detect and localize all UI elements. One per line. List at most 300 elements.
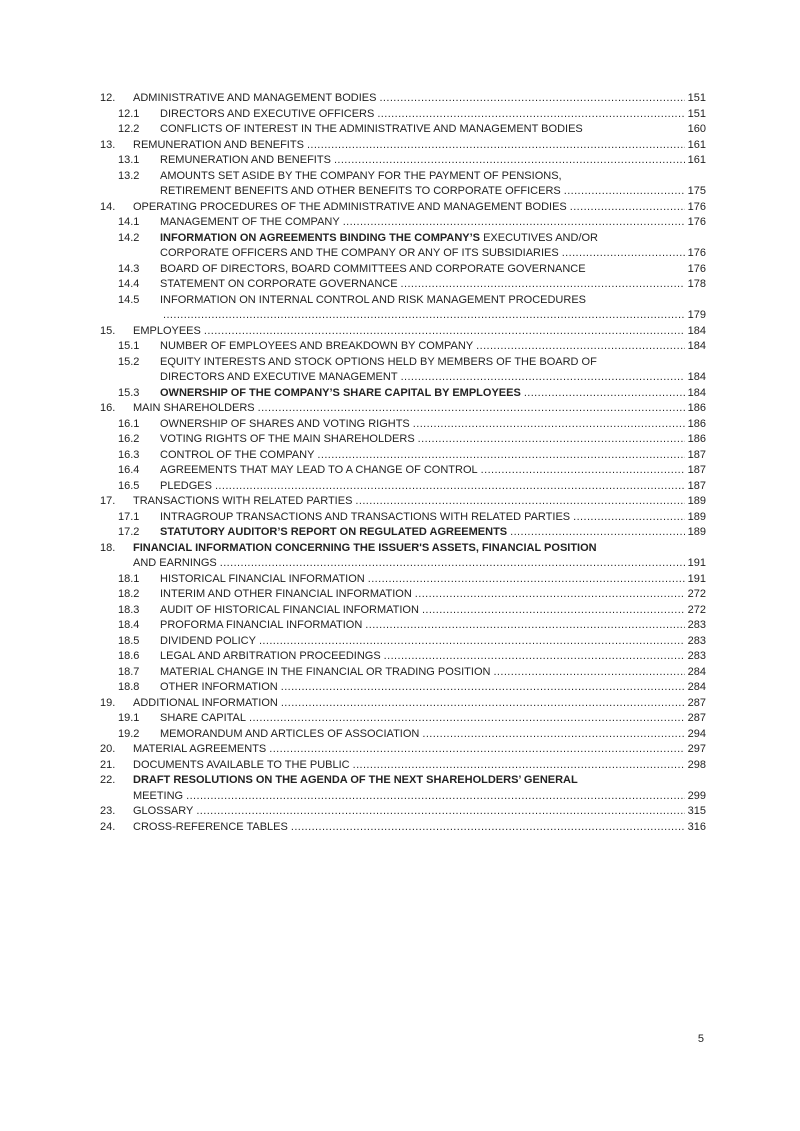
toc-entry-line <box>160 107 706 123</box>
dot-leader <box>368 572 685 588</box>
toc-entry-line <box>160 649 706 665</box>
dot-leader <box>562 246 685 262</box>
toc-entry-number: 18.2 <box>118 588 140 600</box>
toc-entry-line <box>133 758 706 774</box>
dot-leader <box>343 215 685 231</box>
toc-entry-line <box>160 479 706 495</box>
dot-leader <box>291 820 685 836</box>
toc-entry-number: 16.5 <box>118 479 140 492</box>
toc-entry-body <box>160 479 706 495</box>
toc-entry-line <box>160 386 706 402</box>
toc-entry[interactable] <box>100 463 706 479</box>
toc-entry-line <box>160 339 706 355</box>
dot-leader <box>307 138 685 154</box>
toc-entry-number: 16.3 <box>118 448 140 461</box>
toc-entry-title: OWNERSHIP OF SHARES AND VOTING RIGHTS <box>160 417 410 430</box>
toc-entry-title: INFORMATION ON AGREEMENTS BINDING THE COMPANY’S <box>160 231 481 244</box>
toc-entry[interactable] <box>100 138 706 154</box>
toc-entry-line <box>133 742 706 758</box>
toc-entry-line <box>133 820 706 836</box>
toc-entry-number: 18.3 <box>118 603 140 616</box>
toc-entry-title: BOARD OF DIRECTORS, BOARD COMMITTEES AND CORPORATE GOVERNANCE <box>160 262 586 275</box>
toc-entry-page: 184 <box>687 324 706 337</box>
dot-leader <box>493 665 684 681</box>
toc-entry-body <box>160 153 706 169</box>
toc-entry[interactable] <box>100 618 706 634</box>
toc-entry[interactable] <box>100 215 706 231</box>
toc-entry-body <box>160 448 706 464</box>
toc-entry-page: 176 <box>687 216 706 228</box>
toc-entry[interactable] <box>100 339 706 355</box>
toc-entry-body <box>133 758 706 774</box>
toc-entry-body <box>160 339 706 355</box>
toc-entry-title: HISTORICAL FINANCIAL INFORMATION <box>160 572 365 585</box>
toc-entry[interactable] <box>100 773 706 804</box>
toc-entry-page: 189 <box>687 510 706 523</box>
toc-entry-body <box>160 618 706 634</box>
toc-entry-line <box>160 618 706 634</box>
toc-entry-number: 19. <box>100 696 116 709</box>
toc-entry-line <box>160 153 706 169</box>
dot-leader <box>573 510 685 526</box>
toc-entry-title: OWNERSHIP OF THE COMPANY’S SHARE CAPITAL BY EMPLOYEES <box>160 386 521 399</box>
dot-leader <box>524 386 685 402</box>
toc-entry-body <box>133 804 706 820</box>
toc-entry-line <box>160 184 706 200</box>
toc-entry[interactable] <box>100 634 706 650</box>
toc-entry-title: GLOSSARY <box>133 805 194 817</box>
toc-entry-page: 284 <box>687 681 706 693</box>
toc-entry[interactable] <box>100 510 706 526</box>
toc-entry-number: 18.8 <box>118 681 140 693</box>
toc-entry-page: 283 <box>687 634 706 647</box>
toc-entry[interactable] <box>100 107 706 123</box>
toc-entry-page: 176 <box>687 247 706 259</box>
toc-entry-line <box>133 200 706 216</box>
toc-entry[interactable] <box>100 91 706 107</box>
toc-entry-title: CONFLICTS OF INTEREST IN THE ADMINISTRATIVE AND MANAGEMENT BODIES <box>160 123 583 135</box>
toc-entry-line <box>133 541 706 557</box>
toc-entry-title: MEMORANDUM AND ARTICLES OF ASSOCIATION <box>160 727 420 740</box>
toc-entry-page: 176 <box>687 262 706 275</box>
toc-entry-title: DIRECTORS AND EXECUTIVE OFFICERS <box>160 107 375 120</box>
toc-entry-number: 18.1 <box>118 572 140 585</box>
toc-entry[interactable] <box>100 742 706 758</box>
toc-entry-title: DIVIDEND POLICY <box>160 634 256 647</box>
toc-entry[interactable] <box>100 494 706 510</box>
toc-entry-number: 18. <box>100 541 116 554</box>
toc-entry-number: 18.6 <box>118 650 140 662</box>
toc-entry-line <box>133 773 706 789</box>
toc-entry[interactable] <box>100 572 706 588</box>
dot-leader <box>564 184 685 200</box>
toc-entry-page: 187 <box>687 448 706 461</box>
toc-entry-title: CONTROL OF THE COMPANY <box>160 448 315 461</box>
toc-entry-title: CROSS-REFERENCE TABLES <box>133 820 288 833</box>
toc-entry-title: RETIREMENT BENEFITS AND OTHER BENEFITS TO CORPORATE OFFICERS <box>160 185 561 197</box>
toc-entry-title: STATEMENT ON CORPORATE GOVERNANCE <box>160 278 398 290</box>
toc-entry-body <box>133 773 706 804</box>
toc-entry-line <box>160 215 706 231</box>
toc-entry-number: 14.1 <box>118 216 140 228</box>
toc-entry-body <box>160 122 706 138</box>
toc-entry[interactable] <box>100 696 706 712</box>
toc-entry-page: 160 <box>687 123 706 135</box>
dot-leader <box>401 277 685 293</box>
toc-entry-page: 272 <box>687 603 706 616</box>
toc-entry-page: 189 <box>687 526 706 538</box>
toc-entry-title: MEETING <box>133 789 184 802</box>
dot-leader <box>281 696 685 712</box>
toc-entry-number: 17. <box>100 495 116 507</box>
toc-entry-title: CORPORATE OFFICERS AND THE COMPANY OR ANY OF ITS SUBSIDIARIES <box>160 247 559 259</box>
toc-entry[interactable] <box>100 153 706 169</box>
toc-entry-line <box>160 572 706 588</box>
toc-entry[interactable] <box>100 727 706 743</box>
toc-entry-body <box>160 634 706 650</box>
toc-entry-number: 18.5 <box>118 634 140 647</box>
toc-entry[interactable] <box>100 401 706 417</box>
toc-entry-body <box>133 401 706 417</box>
toc-entry-line <box>160 417 706 433</box>
toc-entry-line <box>160 448 706 464</box>
dot-leader <box>258 401 685 417</box>
toc-entry-page: 151 <box>687 92 706 104</box>
toc-entry[interactable] <box>100 355 706 386</box>
toc-entry-number: 23. <box>100 805 116 817</box>
toc-entry-page: 184 <box>687 371 706 383</box>
toc-entry-line <box>160 355 706 371</box>
toc-entry-title: AMOUNTS SET ASIDE BY THE COMPANY FOR THE PAYMENT OF PENSIONS, <box>160 169 562 182</box>
toc-entry-line <box>160 463 706 479</box>
toc-entry[interactable] <box>100 231 706 262</box>
footer-page-number: 5 <box>697 1033 704 1045</box>
toc-entry-title: OTHER INFORMATION <box>160 681 278 693</box>
toc-entry-title: DRAFT RESOLUTIONS ON THE AGENDA OF THE NEXT SHAREHOLDERS’ GENERAL <box>133 774 578 786</box>
toc-entry-page: 283 <box>687 650 706 662</box>
toc-entry-page: 187 <box>687 479 706 492</box>
dot-leader <box>317 448 684 464</box>
toc-entry[interactable] <box>100 711 706 727</box>
toc-entry-page: 298 <box>687 758 706 771</box>
toc-entry-body <box>133 541 706 572</box>
toc-entry-body <box>160 231 706 262</box>
toc-entry-page: 191 <box>687 572 706 585</box>
dot-leader <box>384 649 685 665</box>
dot-leader <box>259 634 685 650</box>
dot-leader <box>269 742 684 758</box>
toc-entry-title: VOTING RIGHTS OF THE MAIN SHAREHOLDERS <box>160 433 415 445</box>
toc-entry[interactable] <box>100 386 706 402</box>
toc-entry[interactable] <box>100 649 706 665</box>
toc-entry-body <box>133 138 706 154</box>
toc-entry-page: 287 <box>687 696 706 709</box>
toc-entry-page: 176 <box>687 200 706 213</box>
dot-leader <box>249 711 685 727</box>
toc-entry-page: 287 <box>687 712 706 724</box>
dot-leader <box>353 758 685 774</box>
toc-entry-number: 15.1 <box>118 340 140 352</box>
toc-entry-number: 16. <box>100 402 116 414</box>
toc-entry[interactable] <box>100 820 706 836</box>
toc-entry[interactable] <box>100 262 706 278</box>
toc-entry-title: ADDITIONAL INFORMATION <box>133 696 278 709</box>
toc-entry-body <box>133 494 706 510</box>
toc-entry-title: INFORMATION ON INTERNAL CONTROL AND RISK MANAGEMENT PROCEDURES <box>160 293 586 306</box>
toc-entry-number: 13.1 <box>118 154 140 166</box>
dot-leader <box>334 153 685 169</box>
toc-entry-page: 283 <box>687 619 706 631</box>
toc-entry-line <box>160 262 706 278</box>
toc-entry-number: 15.3 <box>118 386 140 399</box>
toc-entry-body <box>160 525 706 541</box>
toc-entry[interactable] <box>100 293 706 324</box>
toc-entry-number: 15.2 <box>118 355 140 368</box>
toc-entry-line <box>133 804 706 820</box>
toc-entry-page: 316 <box>687 820 706 833</box>
dot-leader <box>215 479 685 495</box>
toc-entry-title: AUDIT OF HISTORICAL FINANCIAL INFORMATION <box>160 603 419 616</box>
toc-entry-title: NUMBER OF EMPLOYEES AND BREAKDOWN BY COMPANY <box>160 340 474 352</box>
toc-entry-page: 186 <box>687 433 706 445</box>
toc-entry-title: OPERATING PROCEDURES OF THE ADMINISTRATIVE AND MANAGEMENT BODIES <box>133 200 567 213</box>
dot-leader <box>186 789 685 805</box>
toc-entry-page: 294 <box>687 727 706 740</box>
toc-entry-number: 14.4 <box>118 278 140 290</box>
toc-entry-line <box>160 510 706 526</box>
toc-entry-title: MANAGEMENT OF THE COMPANY <box>160 216 340 228</box>
toc-entry-line <box>160 169 706 185</box>
toc-entry-page: 299 <box>687 789 706 802</box>
toc-entry-page: 284 <box>687 665 706 678</box>
toc-entry-number: 22. <box>100 774 116 786</box>
dot-leader <box>422 727 684 743</box>
toc-entry-title: DOCUMENTS AVAILABLE TO THE PUBLIC <box>133 758 350 771</box>
toc-entry-number: 12. <box>100 92 116 104</box>
toc-entry-line <box>160 231 706 247</box>
toc-entry-line <box>160 432 706 448</box>
dot-leader <box>476 339 684 355</box>
toc-entry-body <box>160 711 706 727</box>
toc-entry-number: 20. <box>100 743 116 755</box>
toc-entry-body <box>160 727 706 743</box>
toc-entry-title: AGREEMENTS THAT MAY LEAD TO A CHANGE OF CONTROL <box>160 464 478 476</box>
toc-entry-body <box>160 572 706 588</box>
toc-entry-page: 187 <box>687 464 706 476</box>
dot-leader <box>570 200 685 216</box>
toc-entry-title: TRANSACTIONS WITH RELATED PARTIES <box>133 495 353 507</box>
toc-entry-title: INTRAGROUP TRANSACTIONS AND TRANSACTIONS WITH RELATED PARTIES <box>160 510 571 523</box>
dot-leader <box>422 603 685 619</box>
toc-entry-line <box>133 401 706 417</box>
toc-entry[interactable] <box>100 758 706 774</box>
table-of-contents <box>100 91 706 835</box>
toc-entry[interactable] <box>100 541 706 572</box>
toc-entry-line <box>133 91 706 107</box>
dot-leader <box>281 680 685 696</box>
toc-entry[interactable] <box>100 587 706 603</box>
toc-entry-number: 17.1 <box>118 510 140 523</box>
toc-entry-number: 18.7 <box>118 665 140 678</box>
toc-entry[interactable] <box>100 417 706 433</box>
toc-entry-title: MAIN SHAREHOLDERS <box>133 402 255 414</box>
toc-entry-line <box>133 789 706 805</box>
toc-entry-title: FINANCIAL INFORMATION CONCERNING THE ISSUER'S ASSETS, FINANCIAL POSITION <box>133 541 597 554</box>
toc-entry[interactable] <box>100 324 706 340</box>
toc-entry-line <box>160 122 706 138</box>
toc-entry-number: 14.5 <box>118 293 140 306</box>
toc-entry-number: 16.2 <box>118 433 140 445</box>
toc-entry-body <box>160 463 706 479</box>
dot-leader <box>204 324 685 340</box>
toc-entry-page: 184 <box>687 386 706 399</box>
toc-entry[interactable] <box>100 122 706 138</box>
toc-entry-line <box>133 324 706 340</box>
toc-entry-line <box>160 727 706 743</box>
toc-entry[interactable] <box>100 448 706 464</box>
dot-leader <box>377 107 684 123</box>
toc-entry-page: 175 <box>687 185 706 197</box>
toc-entry-page: 186 <box>687 402 706 414</box>
toc-entry-line <box>133 556 706 572</box>
toc-entry-page: 189 <box>687 495 706 507</box>
toc-entry-body <box>160 603 706 619</box>
toc-entry-body <box>133 200 706 216</box>
toc-entry-body <box>160 649 706 665</box>
toc-entry-number: 17.2 <box>118 526 140 538</box>
toc-entry-page: 151 <box>687 107 706 120</box>
toc-entry-body <box>133 742 706 758</box>
toc-entry[interactable] <box>100 479 706 495</box>
toc-entry-body <box>160 432 706 448</box>
toc-entry-number: 13.2 <box>118 169 140 182</box>
toc-entry-line <box>133 494 706 510</box>
toc-entry-line <box>160 680 706 696</box>
dot-leader <box>379 91 684 107</box>
toc-entry-page: 184 <box>687 340 706 352</box>
toc-entry-number: 12.1 <box>118 107 140 120</box>
toc-entry-number: 14. <box>100 200 116 213</box>
dot-leader <box>196 804 684 820</box>
toc-entry-line <box>133 138 706 154</box>
toc-entry-line <box>160 634 706 650</box>
toc-entry-body <box>160 510 706 526</box>
toc-entry-number: 18.4 <box>118 619 140 631</box>
toc-entry-page: 315 <box>687 805 706 817</box>
toc-entry[interactable] <box>100 665 706 681</box>
toc-entry-line <box>160 525 706 541</box>
toc-entry-page: 161 <box>687 138 706 151</box>
toc-entry-body <box>160 169 706 200</box>
toc-entry-title: PROFORMA FINANCIAL INFORMATION <box>160 619 363 631</box>
toc-entry-line <box>160 603 706 619</box>
toc-entry-number: 19.1 <box>118 712 140 724</box>
toc-entry-body <box>160 587 706 603</box>
toc-entry-body <box>133 324 706 340</box>
toc-entry-body <box>160 107 706 123</box>
toc-entry-line <box>160 711 706 727</box>
toc-entry[interactable] <box>100 525 706 541</box>
toc-entry[interactable] <box>100 804 706 820</box>
toc-entry[interactable] <box>100 200 706 216</box>
toc-entry-number: 14.2 <box>118 231 140 244</box>
toc-entry-page: 161 <box>687 154 706 166</box>
dot-leader <box>220 556 685 572</box>
toc-entry-line <box>160 370 706 386</box>
toc-entry-title: DIRECTORS AND EXECUTIVE MANAGEMENT <box>160 371 398 383</box>
toc-entry-page: 297 <box>687 743 706 755</box>
toc-entry-number: 21. <box>100 758 116 771</box>
toc-entry-title: LEGAL AND ARBITRATION PROCEEDINGS <box>160 650 381 662</box>
toc-entry-body <box>160 386 706 402</box>
dot-leader <box>481 463 685 479</box>
toc-entry-page: 272 <box>687 588 706 600</box>
toc-entry-title: EQUITY INTERESTS AND STOCK OPTIONS HELD BY MEMBERS OF THE BOARD OF <box>160 355 597 368</box>
toc-entry-body <box>160 293 706 324</box>
toc-entry-title: MATERIAL CHANGE IN THE FINANCIAL OR TRADING POSITION <box>160 665 491 678</box>
toc-entry-line <box>160 293 706 309</box>
toc-entry-number: 16.4 <box>118 464 140 476</box>
toc-entry-title: EMPLOYEES <box>133 324 201 337</box>
toc-entry[interactable] <box>100 680 706 696</box>
toc-entry-body <box>133 696 706 712</box>
dot-leader <box>418 432 685 448</box>
toc-entry[interactable] <box>100 432 706 448</box>
toc-entry-body <box>160 277 706 293</box>
toc-entry-number: 12.2 <box>118 123 140 135</box>
toc-entry-title: REMUNERATION AND BENEFITS <box>133 138 304 151</box>
toc-entry-page: 178 <box>687 278 706 290</box>
toc-entry-page: 191 <box>687 557 706 569</box>
toc-entry-number: 24. <box>100 820 116 833</box>
toc-entry-line <box>133 696 706 712</box>
toc-entry-body <box>160 417 706 433</box>
toc-entry-page: 186 <box>687 417 706 430</box>
toc-entry-title: AND EARNINGS <box>133 557 217 569</box>
toc-entry-body <box>160 355 706 386</box>
toc-entry-line <box>160 277 706 293</box>
toc-entry-title: SHARE CAPITAL <box>160 712 246 724</box>
toc-entry-line <box>160 246 706 262</box>
toc-entry-page: 179 <box>687 309 706 321</box>
toc-entry-body <box>160 215 706 231</box>
toc-entry-line <box>160 665 706 681</box>
dot-leader <box>415 587 685 603</box>
toc-entry-number: 13. <box>100 138 116 151</box>
toc-entry-line <box>160 587 706 603</box>
toc-entry-title: INTERIM AND OTHER FINANCIAL INFORMATION <box>160 588 412 600</box>
dot-leader <box>510 525 685 541</box>
toc-entry-body <box>160 665 706 681</box>
toc-entry-title: REMUNERATION AND BENEFITS <box>160 154 331 166</box>
dot-leader <box>401 370 685 386</box>
toc-entry-title: EXECUTIVES AND/OR <box>480 231 599 244</box>
toc-entry-title: MATERIAL AGREEMENTS <box>133 743 267 755</box>
toc-entry-body <box>133 820 706 836</box>
dot-leader <box>163 308 685 324</box>
toc-entry-title: STATUTORY AUDITOR’S REPORT ON REGULATED AGREEMENTS <box>160 526 508 538</box>
toc-entry-number: 16.1 <box>118 417 140 430</box>
toc-entry[interactable] <box>100 603 706 619</box>
toc-entry-body <box>133 91 706 107</box>
toc-entry-body <box>160 262 706 278</box>
toc-entry-title: ADMINISTRATIVE AND MANAGEMENT BODIES <box>133 92 377 104</box>
dot-leader <box>413 417 685 433</box>
toc-entry[interactable] <box>100 277 706 293</box>
toc-entry[interactable] <box>100 169 706 200</box>
toc-entry-body <box>160 680 706 696</box>
dot-leader <box>355 494 684 510</box>
